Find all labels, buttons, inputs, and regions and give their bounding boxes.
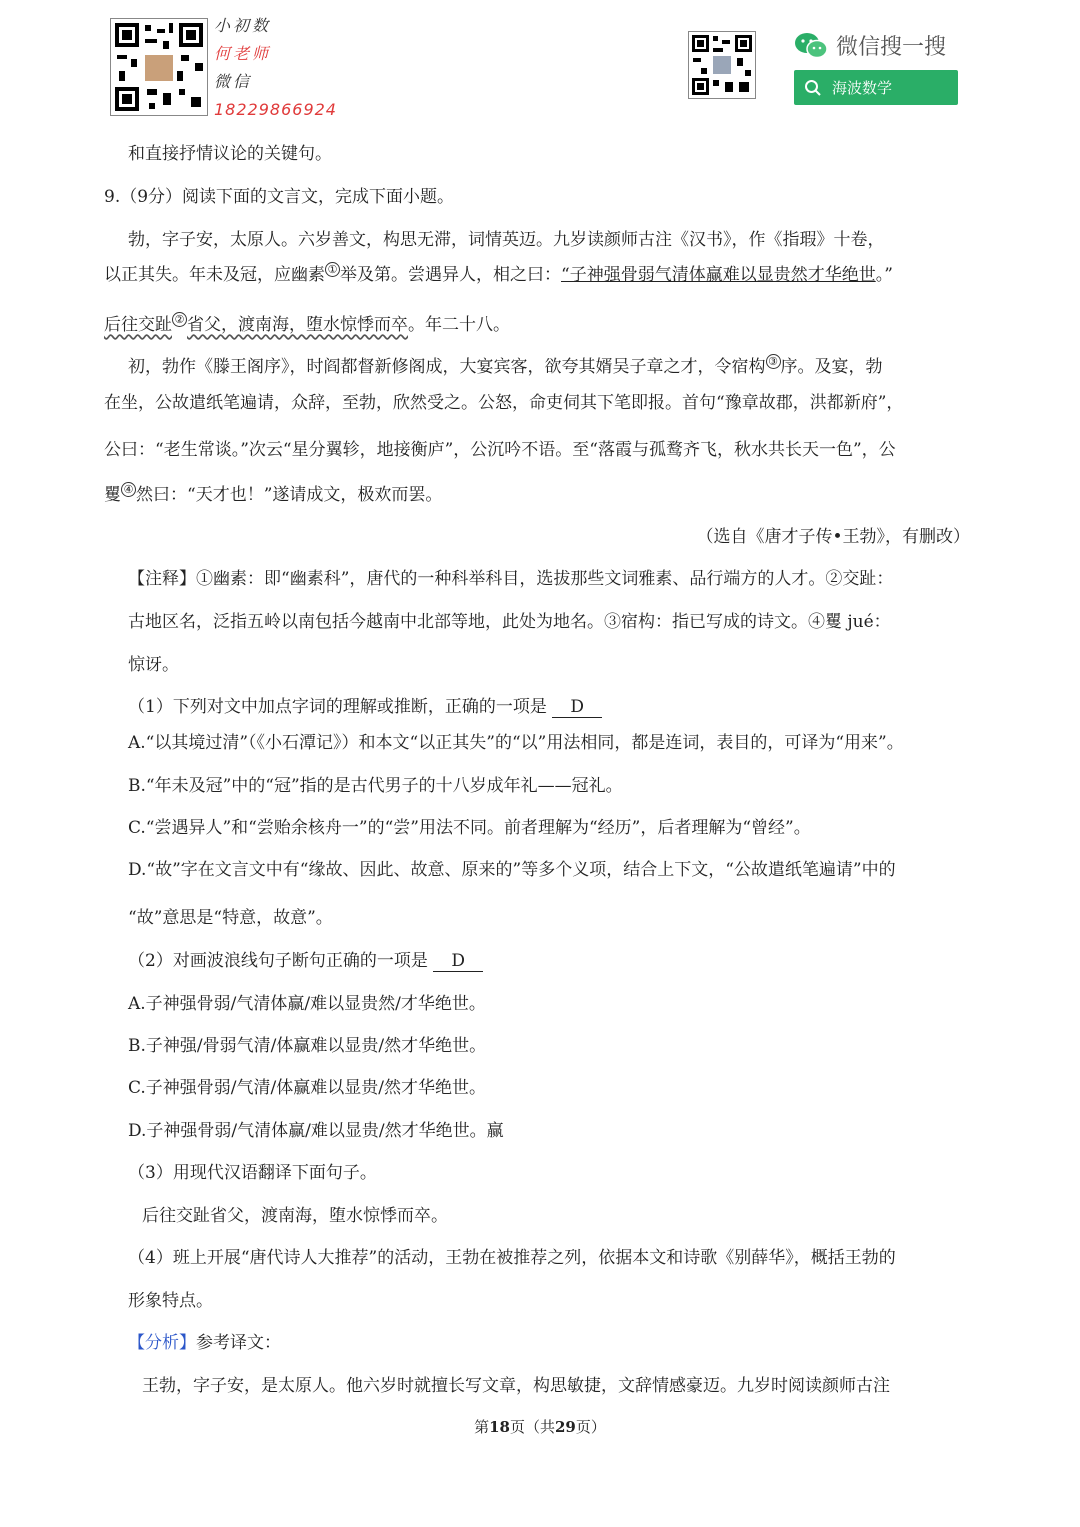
wechat-search-query: 海波数学 [832,79,893,97]
option-d-cont: “故”意思是“特意，故意”。 [128,908,333,928]
option-c: C.“尝遇异人”和“尝贻余核舟一”的“尝”用法不同。前者理解为“经历”，后者理解为“曾经”。 [128,818,811,838]
qr-code-left [110,18,208,116]
translation-line: 王勃，字子安，是太原人。他六岁时就擅长写文章，构思敏捷，文辞情感豪迈。九岁时阅读颜师古注 [142,1376,890,1396]
option-c: C.子神强骨弱/气清/体赢难以显贵/然才华绝世。 [128,1078,486,1098]
passage-line: 矍 ④ 然曰：“天才也！”遂请成文，极欢而罢。 [104,483,443,505]
qr-code-right [688,31,756,99]
option-b: B.“年未及冠”中的“冠”指的是古代男子的十八岁成年礼——冠礼。 [128,776,623,796]
page-header [0,0,1080,125]
prev-line: 和直接抒情议论的关键句。 [128,144,332,164]
question-3: （3）用现代汉语翻译下面句子。 [128,1163,377,1183]
question-4: （4）班上开展“唐代诗人大推荐”的活动，王勃在被推荐之列，依据本文和诗歌《别薛华》，概括王勃的 [128,1248,896,1268]
page-number: 18 [489,1418,510,1436]
option-b: B.子神强/骨弱气清/体赢难以显贵/然才华绝世。 [128,1036,487,1056]
analysis-label: 【分析】 [128,1333,196,1353]
option-a: A.“以其境过清”（《小石潭记》）和本文“以正其失”的“以”用法相同，都是连词，表目的，可译为“用来”。 [128,733,904,753]
passage-line: 以正其失。年未及冠，应幽素 ① 举及第。尝遇异人，相之曰：“子神强骨弱气清体赢难以显贵然才华绝世。” [104,263,893,285]
answer-blank-1: D [552,697,602,718]
source-citation: （选自《唐才子传•王勃》，有删改） [696,527,970,547]
search-icon [804,79,822,97]
answer-blank-2: D [433,951,483,972]
passage-line: 在坐，公故遣纸笔遍请，众辞，至勃，欣然受之。公怒，命吏伺其下笔即报。首句“豫章故郡，洪都新府”， [104,393,904,413]
question-1: （1）下列对文中加点字词的理解或推断，正确的一项是 D [128,692,602,718]
wechat-search-box[interactable] [794,70,958,105]
question-4-cont: 形象特点。 [128,1291,213,1311]
notes-line: 惊讶。 [128,655,179,675]
wavy-underlined-sentence: “子神强骨弱气清体赢难以显贵然才华绝世 [561,265,876,285]
passage-line: 后往交趾 ② 省父，渡南海，堕水惊悸而卒。年二十八。 [104,313,510,335]
passage-line: 初，勃作《滕王阁序》，时阎都督新修阁成，大宴宾客，欲夸其婿吴子章之才，令宿构 ③ 序。及宴，勃 [128,355,883,377]
page-footer: 第18页（共29页） [474,1418,606,1436]
wechat-search-title [794,30,946,61]
footnote-4: ④ [121,482,136,497]
passage-line: 勃，字子安，太原人。六岁善文，构思无滞，词情英迈。九岁读颜师古注《汉书》，作《指瑕》十卷， [128,230,885,250]
footnote-3: ③ [766,354,781,369]
contact-line-3: 微信 [214,72,253,91]
wechat-icon [794,32,828,60]
option-a: A.子神强骨弱/气清体赢/难以显贵然/才华绝世。 [128,994,486,1014]
analysis-line: 【分析】参考译文： [128,1333,281,1353]
question-2: （2）对画波浪线句子断句正确的一项是 D [128,946,483,972]
teacher-contact [214,12,337,124]
option-d: D.“故”字在文言文中有“缘故、因此、故意、原来的”等多个义项，结合上下文，“公故遣纸笔遍请”中的 [128,860,896,880]
contact-phone: 18229866924 [214,100,337,119]
total-pages: 29 [555,1418,576,1436]
footnote-2: ② [172,312,187,327]
wechat-search-label: 微信搜一搜 [836,35,947,60]
passage-line: 公曰：“老生常谈。”次云“星分翼轸，地接衡庐”，公沉吟不语。至“落霞与孤鹜齐飞，秋水共长天一色”，公 [104,440,896,460]
contact-line-1: 小初数 [214,16,272,35]
contact-line-2: 何老师 [214,44,272,63]
footnote-1: ① [325,262,340,277]
option-d: D.子神强骨弱/气清体赢/难以显贵/然才华绝世。赢 [128,1121,504,1141]
question-3-sentence: 后往交趾省父，渡南海，堕水惊悸而卒。 [142,1206,448,1226]
question-9-title: 9.（9分）阅读下面的文言文，完成下面小题。 [104,187,455,207]
notes-line: 古地区名，泛指五岭以南包括今越南中北部等地，此处为地名。③宿构：指已写成的诗文。④矍 jué： [128,612,891,632]
notes-line: 【注释】①幽素：即“幽素科”，唐代的一种科举科目，选拔那些文词雅素、品行端方的人才。②交趾： [128,569,894,589]
